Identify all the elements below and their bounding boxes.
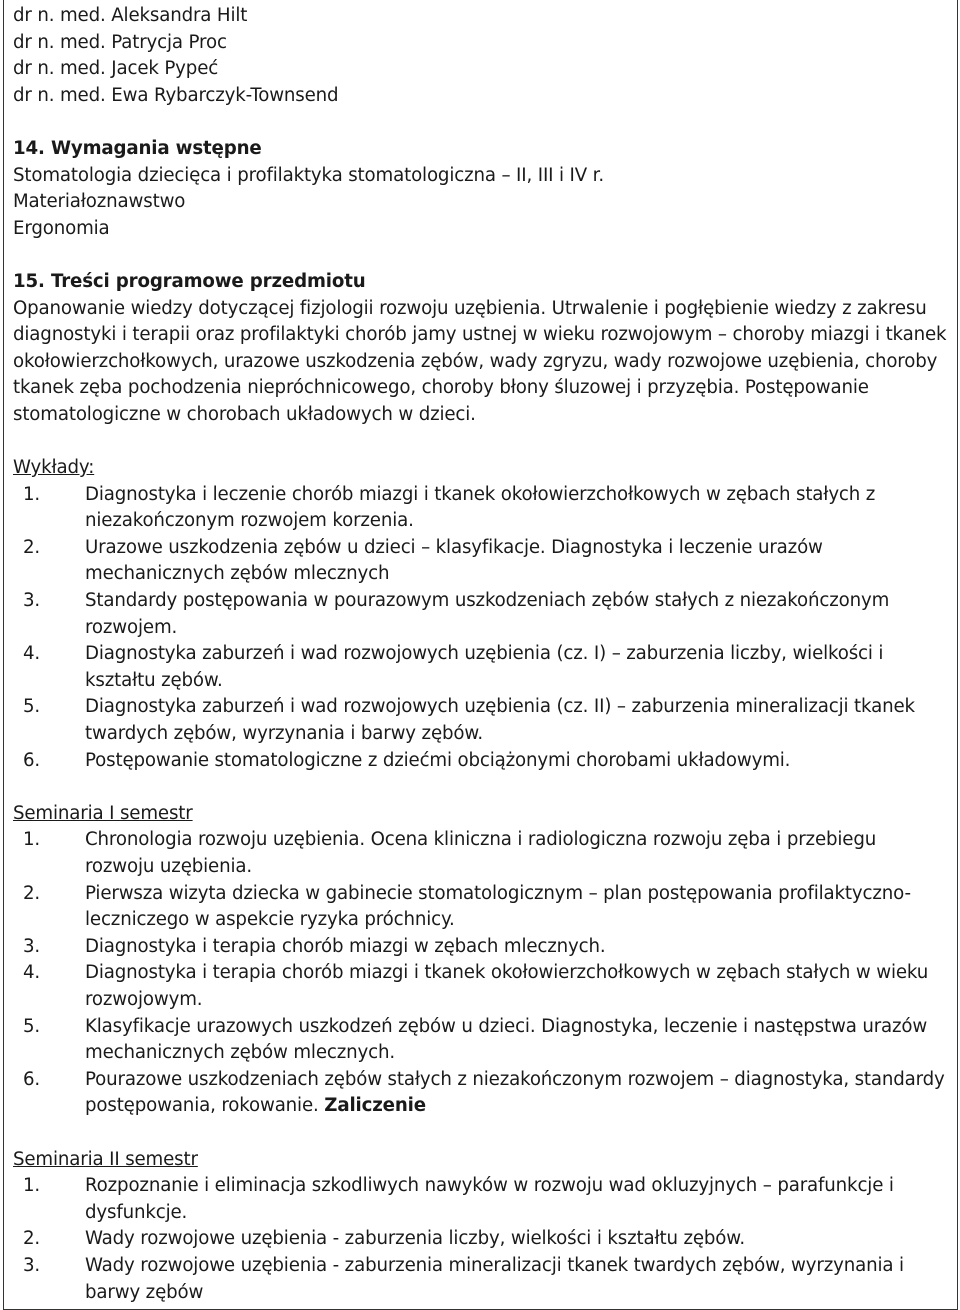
authors-list [13, 3, 948, 109]
list-item [13, 1226, 948, 1253]
requirement-line: Stomatologia dziecięca i profilaktyka stomatologiczna – II, III i IV r. [13, 164, 604, 186]
list-item [13, 934, 948, 961]
list-item [13, 827, 948, 880]
document-content [13, 3, 948, 1306]
list-item [13, 1067, 948, 1120]
list-item [13, 1253, 948, 1306]
item-text: Rozpoznanie i eliminacja szkodliwych nawyków w rozwoju wad okluzyjnych – parafunkcje i dysfunkcje. [85, 1175, 894, 1223]
list-item [13, 588, 948, 641]
item-text: Diagnostyka i terapia chorób miazgi i tkanek okołowierzchołkowych w zębach stałych w wieku rozwojowym. [85, 962, 929, 1010]
item-number: 1. [23, 829, 41, 851]
seminars-list [13, 1173, 948, 1306]
item-number: 6. [23, 749, 41, 771]
section-program-content [13, 269, 948, 429]
author-line: dr n. med. Patrycja Proc [13, 31, 227, 53]
item-number: 4. [23, 643, 41, 665]
credit-label: Zaliczenie [324, 1095, 426, 1117]
lectures-section [13, 455, 948, 774]
program-paragraph: Opanowanie wiedzy dotyczącej fizjologii rozwoju uzębienia. Utrwalenie i pogłębienie wiedzy z zakresu diagnostyki i terapii oraz profilaktyki chorób jamy ustnej w wieku rozwojowym – choroby miazgi i tkanek okołowierzchołkowych, urazowe uszkodzenia zębów, wady zgryzu, wady rozwojowe uzębienia, choroby tkanek zęba pochodzenia niepróchnicowego, choroby błony śluzowej i przyzębia. Postępowanie stomatologiczne w chorobach układowych w dzieci. [13, 297, 947, 425]
seminars-semester-1 [13, 801, 948, 1120]
spacer [13, 242, 948, 269]
item-number: 2. [23, 882, 41, 904]
item-number: 4. [23, 962, 41, 984]
list-item [13, 535, 948, 588]
item-number: 5. [23, 1015, 41, 1037]
list-item [13, 960, 948, 1013]
spacer [13, 774, 948, 801]
item-text: Chronologia rozwoju uzębienia. Ocena kliniczna i radiologiczna rozwoju zęba i przebiegu rozwoju uzębienia. [85, 829, 877, 877]
item-number: 3. [23, 1254, 41, 1276]
seminars-title: Seminaria II semestr [13, 1148, 198, 1170]
lectures-title: Wykłady: [13, 457, 95, 479]
item-text: Diagnostyka i terapia chorób miazgi w zębach mlecznych. [85, 935, 606, 957]
list-item [13, 1014, 948, 1067]
section-heading: 15. Treści programowe przedmiotu [13, 270, 366, 292]
item-number: 3. [23, 590, 41, 612]
item-text: Urazowe uszkodzenia zębów u dzieci – klasyfikacje. Diagnostyka i leczenie urazów mechanicznych zębów mlecznych [85, 536, 823, 585]
list-item [13, 641, 948, 694]
spacer [13, 109, 948, 136]
list-item [13, 1173, 948, 1226]
item-text: Diagnostyka zaburzeń i wad rozwojowych uzębienia (cz. II) – zaburzenia mineralizacji tkanek twardych zębów, wyrzynania i barwy zębów. [85, 696, 915, 745]
item-text-main: Pourazowe uszkodzeniach zębów stałych z niezakończonym rozwojem – diagnostyka, standardy postępowania, rokowanie. [85, 1068, 945, 1117]
item-text: Diagnostyka i leczenie chorób miazgi i tkanek okołowierzchołkowych w zębach stałych z niezakończonym rozwojem korzenia. [85, 483, 876, 532]
item-text: Wady rozwojowe uzębienia - zaburzenia liczby, wielkości i kształtu zębów. [85, 1228, 745, 1250]
item-number: 2. [23, 1228, 41, 1250]
list-item [13, 482, 948, 535]
item-number: 5. [23, 696, 41, 718]
item-text: Postępowanie stomatologiczne z dziećmi obciążonymi chorobami układowymi. [85, 749, 791, 771]
seminars-title: Seminaria I semestr [13, 802, 193, 824]
item-text: Standardy postępowania w pourazowym uszkodzeniach zębów stałych z niezakończonym rozwojem. [85, 590, 890, 638]
requirement-line: Materiałoznawstwo [13, 191, 186, 213]
item-text: Klasyfikacje urazowych uszkodzeń zębów u dzieci. Diagnostyka, leczenie i następstwa urazów mechanicznych zębów mlecznych. [85, 1015, 928, 1064]
author-line: dr n. med. Jacek Pypeć [13, 58, 219, 80]
item-number: 6. [23, 1068, 41, 1090]
seminars-semester-2 [13, 1147, 948, 1307]
item-text [85, 1067, 948, 1120]
item-number: 3. [23, 935, 41, 957]
author-line: dr n. med. Ewa Rybarczyk-Townsend [13, 84, 339, 106]
spacer [13, 1120, 948, 1147]
requirement-line: Ergonomia [13, 217, 110, 239]
spacer [13, 429, 948, 456]
seminars-list [13, 827, 948, 1120]
item-text: Pierwsza wizyta dziecka w gabinecie stomatologicznym – plan postępowania profilaktyczno-leczniczego w aspekcie ryzyka próchnicy. [85, 882, 911, 931]
item-text: Diagnostyka zaburzeń i wad rozwojowych uzębienia (cz. I) – zaburzenia liczby, wielkości i kształtu zębów. [85, 643, 884, 691]
section-requirements [13, 136, 948, 242]
item-number: 1. [23, 483, 41, 505]
section-heading: 14. Wymagania wstępne [13, 137, 262, 159]
list-item [13, 881, 948, 934]
list-item [13, 694, 948, 747]
item-text: Wady rozwojowe uzębienia - zaburzenia mineralizacji tkanek twardych zębów, wyrzynania i barwy zębów [85, 1254, 904, 1303]
lectures-list [13, 482, 948, 775]
list-item [13, 748, 948, 775]
item-number: 2. [23, 536, 41, 558]
item-number: 1. [23, 1175, 41, 1197]
author-line: dr n. med. Aleksandra Hilt [13, 5, 248, 26]
